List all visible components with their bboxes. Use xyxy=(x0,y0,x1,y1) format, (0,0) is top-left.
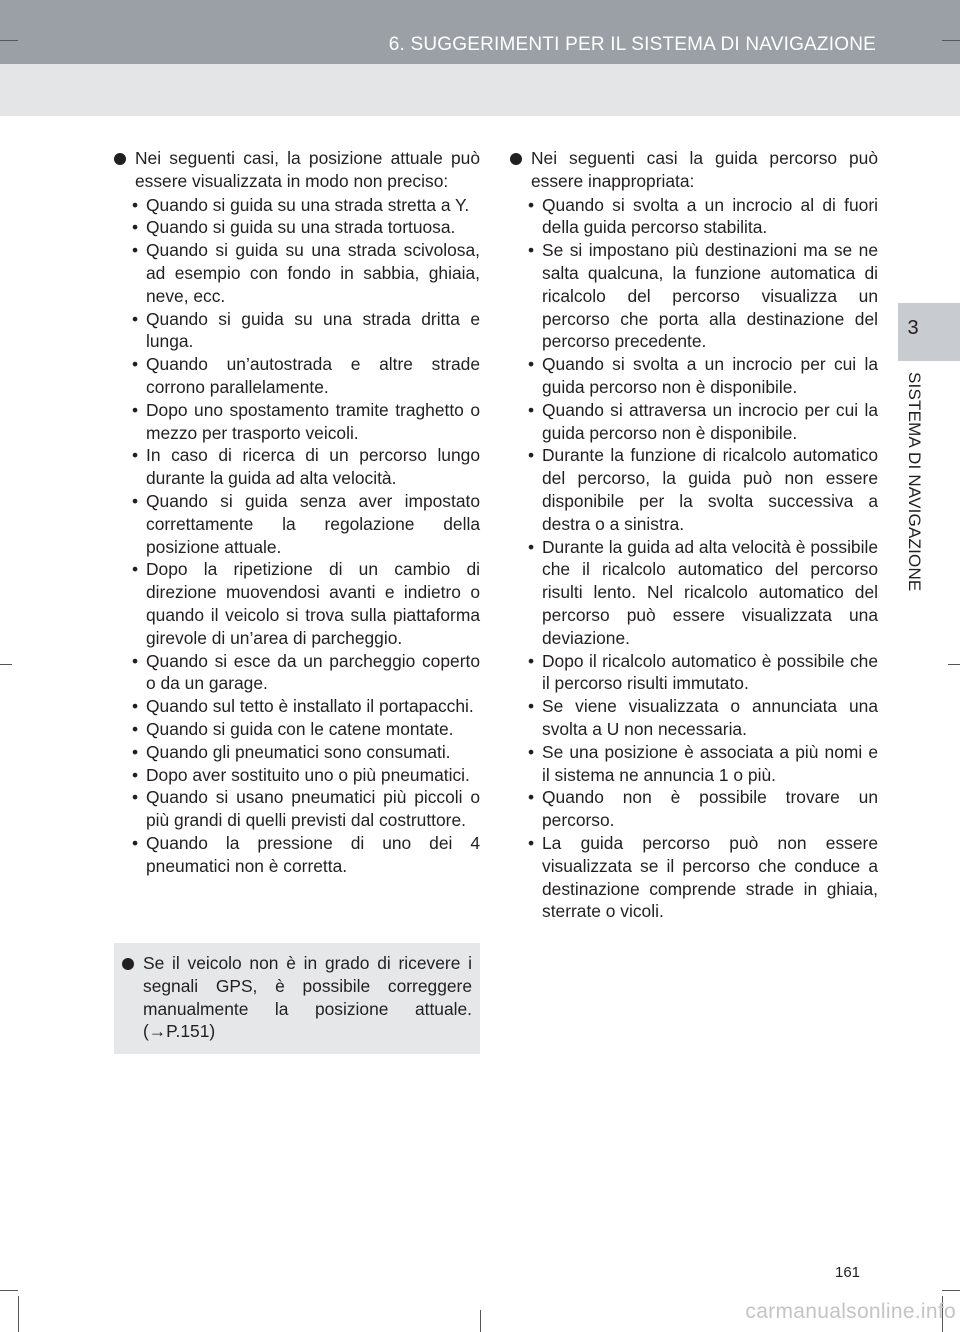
small-bullet-icon: • xyxy=(132,354,139,375)
right-column xyxy=(510,147,878,923)
small-bullet-icon: • xyxy=(132,650,139,671)
list-item xyxy=(114,490,480,558)
list-item-text: Durante la funzione di ricalcolo automatico del percorso, la guida può non essere disponibile per la svolta successiva a destra o a sinistra. xyxy=(542,445,878,534)
list-item-text: In caso di ricerca di un percorso lungo durante la guida ad alta velocità. xyxy=(146,445,480,489)
small-bullet-icon: • xyxy=(132,399,139,420)
bullet-dot-icon xyxy=(122,958,134,970)
small-bullet-icon: • xyxy=(528,741,535,762)
list-item-text: Durante la guida ad alta velocità è possibile che il ricalcolo automatico del percorso risulti lento. Nel ricalcolo automatico del percorso può essere visualizzata una deviazione. xyxy=(542,536,878,648)
small-bullet-icon: • xyxy=(132,194,139,215)
crop-mark xyxy=(18,1296,19,1332)
small-bullet-icon: • xyxy=(132,696,139,717)
list-item-text: Quando si guida con le catene montate. xyxy=(146,718,454,739)
watermark: carmanualsonline.info xyxy=(745,1300,956,1323)
crop-mark xyxy=(0,1290,18,1291)
small-bullet-icon: • xyxy=(132,741,139,762)
small-bullet-icon: • xyxy=(132,490,139,511)
list-item-text: Quando si svolta a un incrocio per cui la guida percorso non è disponibile. xyxy=(542,354,878,397)
list-item-text: Quando si svolta a un incrocio al di fuori della guida percorso stabilita. xyxy=(542,194,878,238)
small-bullet-icon: • xyxy=(528,696,535,717)
list-item xyxy=(114,718,480,741)
list-item xyxy=(510,650,878,696)
list-item xyxy=(510,194,878,240)
note-box xyxy=(114,943,480,1054)
list-item xyxy=(510,399,878,445)
chapter-label: SISTEMA DI NAVIGAZIONE xyxy=(905,372,924,592)
list-item xyxy=(114,832,480,878)
small-bullet-icon: • xyxy=(132,764,139,785)
list-item xyxy=(510,444,878,535)
list-item xyxy=(114,695,480,718)
list-item-text: Se una posizione è associata a più nomi e il sistema ne annuncia 1 o più. xyxy=(542,741,878,785)
small-bullet-icon: • xyxy=(132,832,139,853)
crop-mark xyxy=(480,1310,481,1332)
small-bullet-icon: • xyxy=(528,832,535,853)
list-item xyxy=(114,194,480,217)
crop-mark xyxy=(0,664,12,665)
list-item-text: Se si impostano più destinazioni ma se ne salta qualcuna, la funzione automatica di ricalcolo del percorso visualizza un percorso che porta alla destinazione del percorso precedente. xyxy=(542,240,878,352)
bullet-dot-icon xyxy=(510,153,522,165)
list-item-text: Dopo la ripetizione di un cambio di direzione muovendosi avanti e indietro o quando il veicolo si trova sulla piattaforma girevole di un’area di parcheggio. xyxy=(146,559,480,648)
left-item-list xyxy=(114,194,480,878)
small-bullet-icon: • xyxy=(132,240,139,261)
list-item-text: Quando si attraversa un incrocio per cui la guida percorso non è disponibile. xyxy=(542,399,878,443)
list-item xyxy=(510,536,878,650)
list-item-text: Quando si guida senza aver impostato correttamente la regolazione della posizione attuale. xyxy=(146,490,480,557)
right-item-list xyxy=(510,194,878,924)
list-item-text: Quando si esce da un parcheggio coperto o da un garage. xyxy=(146,650,480,694)
list-item xyxy=(510,832,878,923)
list-item-text: La guida percorso può non essere visualizzata se il percorso che conduce a destinazione comprende strade in ghiaia, sterrate o vicoli. xyxy=(542,832,878,922)
small-bullet-icon: • xyxy=(132,217,139,238)
small-bullet-icon: • xyxy=(528,650,535,671)
header-subband xyxy=(0,64,960,116)
small-bullet-icon: • xyxy=(132,445,139,466)
list-item-text: Quando si guida su una strada dritta e lunga. xyxy=(146,308,480,352)
left-lead-text: Nei seguenti casi, la posizione attuale può essere visualizzata in modo non preciso: xyxy=(135,148,480,191)
small-bullet-icon: • xyxy=(132,308,139,329)
small-bullet-icon: • xyxy=(132,787,139,808)
right-lead-paragraph xyxy=(510,147,878,193)
list-item xyxy=(114,741,480,764)
small-bullet-icon: • xyxy=(528,240,535,261)
list-item xyxy=(114,239,480,307)
list-item xyxy=(114,399,480,445)
list-item-text: Quando sul tetto è installato il portapacchi. xyxy=(146,696,474,717)
list-item xyxy=(114,786,480,832)
list-item xyxy=(510,741,878,787)
list-item xyxy=(114,558,480,649)
note-paragraph xyxy=(122,952,472,1043)
list-item-text: Dopo aver sostituito uno o più pneumatici. xyxy=(146,764,470,785)
left-lead-paragraph xyxy=(114,147,480,193)
right-lead-text: Nei seguenti casi la guida percorso può essere inappropriata: xyxy=(531,148,878,191)
chapter-number: 3 xyxy=(907,317,919,339)
list-item xyxy=(114,444,480,490)
list-item-text: Quando la pressione di uno dei 4 pneumatici non è corretta. xyxy=(146,832,480,876)
list-item xyxy=(510,239,878,353)
small-bullet-icon: • xyxy=(528,787,535,808)
list-item xyxy=(510,786,878,832)
small-bullet-icon: • xyxy=(528,354,535,375)
list-item-text: Dopo uno spostamento tramite traghetto o mezzo per trasporto veicoli. xyxy=(146,399,480,443)
small-bullet-icon: • xyxy=(528,536,535,557)
list-item xyxy=(510,353,878,399)
list-item-text: Quando si guida su una strada scivolosa, ad esempio con fondo in sabbia, ghiaia, neve, ecc. xyxy=(146,240,480,306)
crop-mark xyxy=(942,1290,960,1291)
small-bullet-icon: • xyxy=(132,559,139,580)
crop-mark xyxy=(948,664,960,665)
section-title: 6. SUGGERIMENTI PER IL SISTEMA DI NAVIGAZIONE xyxy=(388,34,876,55)
crop-mark xyxy=(942,40,960,41)
list-item xyxy=(114,353,480,399)
list-item-text: Quando si usano pneumatici più piccoli o più grandi di quelli previsti dal costruttore. xyxy=(146,787,480,831)
left-column xyxy=(114,147,480,878)
list-item-text: Quando si guida su una strada tortuosa. xyxy=(146,217,456,238)
small-bullet-icon: • xyxy=(528,399,535,420)
list-item-text: Quando un’autostrada e altre strade corrono parallelamente. xyxy=(146,354,480,397)
note-text: Se il veicolo non è in grado di ricevere i segnali GPS, è possibile correggere manualmente la posizione attuale. (→P.151) xyxy=(143,953,472,1042)
small-bullet-icon: • xyxy=(528,194,535,215)
list-item-text: Quando non è possibile trovare un percorso. xyxy=(542,787,878,831)
crop-mark xyxy=(0,40,18,41)
small-bullet-icon: • xyxy=(528,445,535,466)
list-item xyxy=(510,695,878,741)
list-item-text: Dopo il ricalcolo automatico è possibile che il percorso risulti immutato. xyxy=(542,650,878,694)
bullet-dot-icon xyxy=(114,153,126,165)
list-item xyxy=(114,764,480,787)
list-item xyxy=(114,216,480,239)
list-item-text: Quando gli pneumatici sono consumati. xyxy=(146,741,451,762)
small-bullet-icon: • xyxy=(132,718,139,739)
list-item xyxy=(114,650,480,696)
page-number: 161 xyxy=(835,1264,861,1281)
list-item-text: Quando si guida su una strada stretta a Y. xyxy=(146,194,470,215)
list-item xyxy=(114,308,480,354)
list-item-text: Se viene visualizzata o annunciata una svolta a U non necessaria. xyxy=(542,696,878,739)
